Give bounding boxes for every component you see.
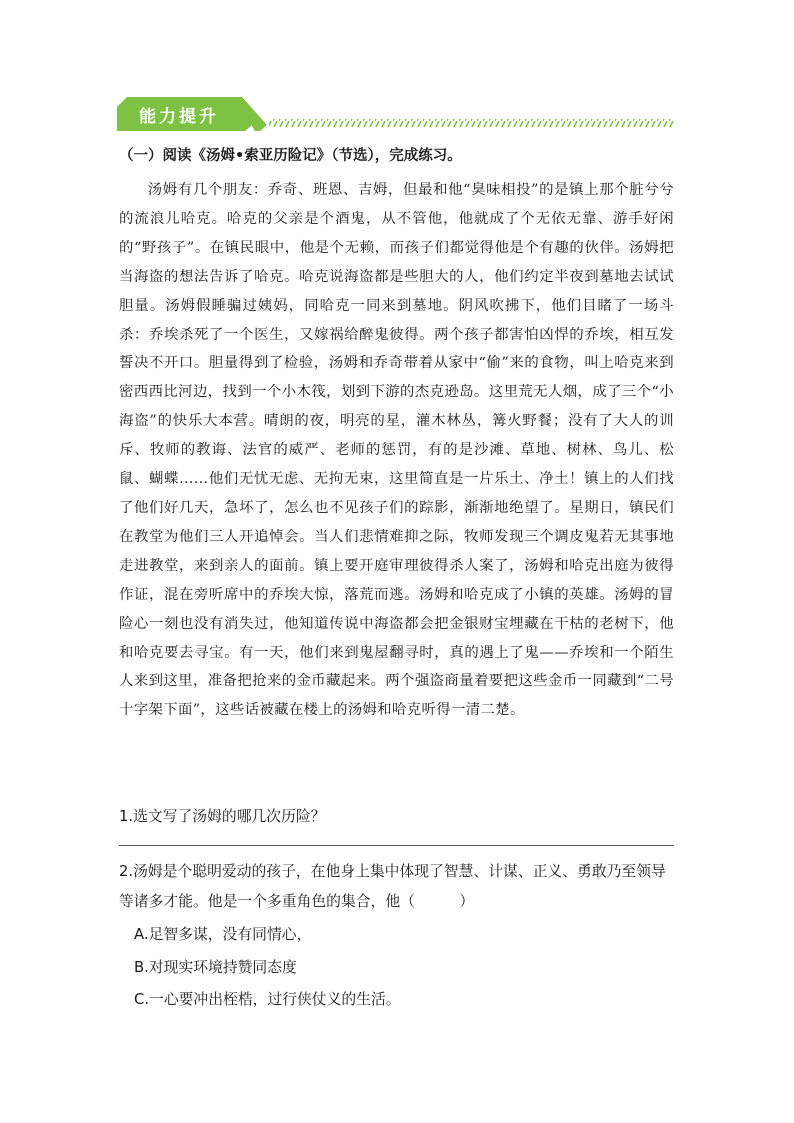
section-title: （一）阅读《汤姆•索亚历险记》（节选），完成练习。 bbox=[119, 148, 462, 164]
question-2: 2.汤姆是个聪明爱动的孩子，在他身上集中体现了智慧、计谋、正义、勇敢乃至领导等诸多才能。他是一个多重角色的集合，他（ ） bbox=[119, 863, 666, 910]
option-b[interactable]: B.对现实环境持赞同态度 bbox=[134, 959, 297, 976]
option-c[interactable]: C.一心要冲出桎梏，过行侠仗义的生活。 bbox=[134, 991, 401, 1008]
question-1: 1.选文写了汤姆的哪几次历险？ bbox=[119, 808, 326, 825]
reading-passage: 汤姆有几个朋友：乔奇、班恩、吉姆，但最和他“臭味相投”的是镇上那个脏兮兮的流浪儿哈克。哈克的父亲是个酒鬼，从不管他，他就成了个无依无靠、游手好闲的“野孩子”。在镇民眼中，他是个无赖，而孩子们都觉得他是个有趣的伙伴。汤姆把当海盗的想法告诉了哈克。哈克说海盗都是些胆大的人，他们约定半夜到墓地去试试胆量。汤姆假睡骗过姨妈，同哈克一同来到墓地。阴风吹拂下，他们目睹了一场斗杀：乔埃杀死了一个医生，又嫁祸给醉鬼彼得。两个孩子都害怕凶悍的乔埃，相互发誓决不开口。胆量得到了检验，汤姆和乔奇带着从家中“偷”来的食物，叫上哈克来到密西西比河边，找到一个小木筏，划到下游的杰克逊岛。这里荒无人烟，成了三个“小海盗”的快乐大本营。晴朗的夜，明亮的星，灌木林丛，篝火野餐；没有了大人的训斥、牧师的教诲、法官的威严、老师的惩罚，有的是沙滩、草地、树林、鸟儿、松鼠、蝴蝶……他们无忧无虑、无拘无束，这里简直是一片乐土、净土！镇上的人们找了他们好几天，急坏了，怎么也不见孩子们的踪影，渐渐地绝望了。星期日，镇民们在教堂为他们三人开追悼会。当人们悲情难抑之际，牧师发现三个调皮鬼若无其事地走进教堂，来到亲人的面前。镇上要开庭审理彼得杀人案了，汤姆和哈克出庭为彼得作证，混在旁听席中的乔埃大惊，落荒而逃。汤姆和哈克成了小镇的英雄。汤姆的冒险心一刻也没有消失过，他知道传说中海盗都会把金银财宝埋藏在干枯的老树下，他和哈克要去寻宝。有一天，他们来到鬼屋翻寻时，真的遇上了鬼——乔埃和一个陌生人来到这里，准备把抢来的金币藏起来。两个强盗商量着要把这些金币一同藏到“二号十字架下面”，这些话被藏在楼上的汤姆和哈克听得一清二楚。 bbox=[119, 182, 674, 719]
section-banner bbox=[117, 97, 677, 131]
answer-line[interactable] bbox=[119, 845, 674, 846]
option-a[interactable]: A.足智多谋，没有同情心， bbox=[134, 926, 312, 943]
banner-title: 能力提升 bbox=[139, 107, 219, 127]
